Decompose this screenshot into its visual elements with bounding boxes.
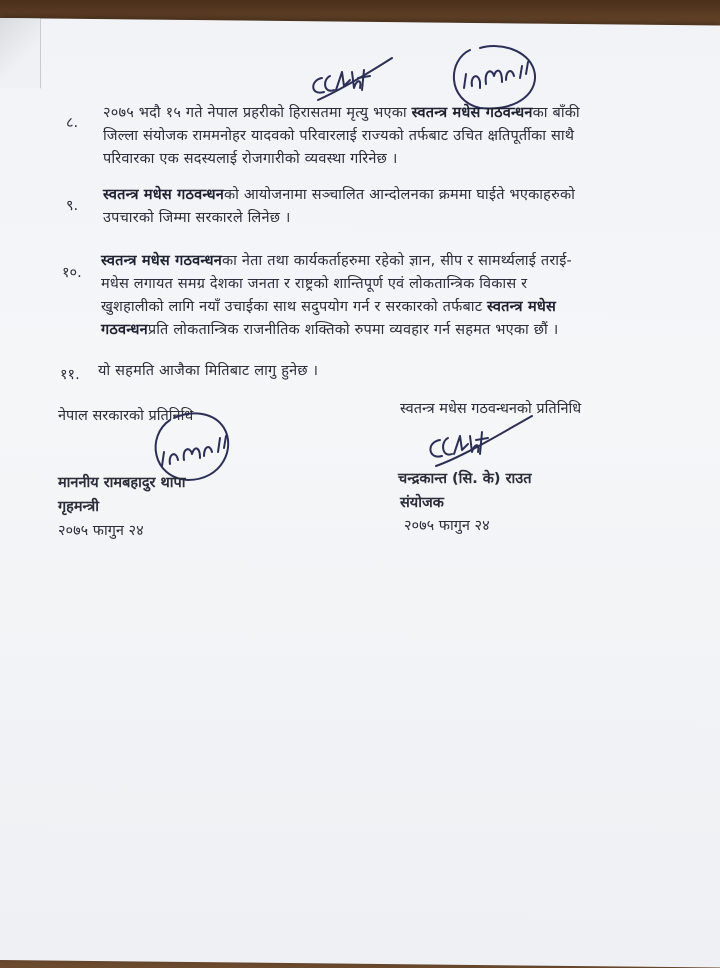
clause-line: यो सहमति आजैका मितिबाट लागु हुनेछ । (98, 363, 319, 379)
clause-line (103, 184, 683, 207)
clause-line: मधेस लगायत समग्र देशका जनता र राष्ट्रको शान्तिपूर्ण एवं लोकतान्त्रिक विकास र (101, 276, 528, 292)
left-signatory-date: २०७५ फागुन २४ (58, 523, 144, 539)
text: २०७५ भदौ १५ गते नेपाल प्रहरीको हिरासतमा मृत्यु भएका (103, 105, 412, 121)
item-number: ९. (66, 198, 79, 214)
bold-text: स्वतन्त्र मधेस गठवन्धन (103, 187, 225, 203)
text: का बाँकी (532, 105, 580, 121)
item-number: ११. (60, 367, 80, 383)
clause-11 (98, 360, 678, 383)
bold-text: गठवन्धन (101, 322, 148, 338)
clause-8 (103, 102, 683, 171)
bold-text: स्वतन्त्र मधेस (487, 299, 556, 315)
left-signatory-title: नेपाल सरकारको प्रतिनिधि (58, 408, 194, 424)
text: खुशहालीको लागि नयाँ उचाईका साथ सदुपयोग गर्न र सरकारको तर्फबाट (101, 299, 488, 315)
bold-text: स्वतन्त्र मधेस गठवन्धन (101, 253, 223, 269)
clause-line (101, 296, 686, 319)
text: प्रति लोकतान्त्रिक राजनीतिक शक्तिको रुपमा व्यवहार गर्न सहमत भएका छौं । (147, 322, 559, 338)
clause-10 (101, 250, 686, 342)
clause-9 (103, 184, 683, 230)
clause-line (101, 250, 686, 273)
clause-line (101, 319, 686, 342)
initials-signature-top-left (300, 50, 400, 110)
right-signatory-role: संयोजक (400, 495, 444, 511)
bold-text: स्वतन्त्र मधेस गठवन्धन (411, 105, 533, 121)
item-number: ८. (66, 115, 79, 131)
left-signatory-name: माननीय रामबहादुर थापा (58, 475, 186, 491)
item-number: १०. (62, 265, 82, 281)
right-signatory-date: २०७५ फागुन २४ (404, 518, 490, 534)
right-signatory-title: स्वतन्त्र मधेस गठवन्धनको प्रतिनिधि (400, 401, 582, 417)
clause-line: उपचारको जिम्मा सरकारले लिनेछ । (103, 210, 291, 226)
clause-line: जिल्ला संयोजक राममनोहर यादवको परिवारलाई राज्यको तर्फबाट उचित क्षतिपूर्तीका साथै (103, 128, 575, 144)
right-signature (420, 410, 540, 470)
clause-line (103, 102, 683, 125)
text: को आयोजनामा सञ्चालित आन्दोलनका क्रममा घाईते भएकाहरुको (224, 187, 576, 203)
left-signatory-role: गृहमन्त्री (58, 499, 100, 515)
text: का नेता तथा कार्यकर्ताहरुमा रहेको ज्ञान, सीप र सामर्थ्यलाई तराई- (222, 253, 572, 269)
right-signatory-name: चन्द्रकान्त (सि. के) राउत (398, 471, 532, 487)
clause-line: परिवारका एक सदस्यलाई रोजगारीको व्यवस्था गरिनेछ । (103, 151, 398, 167)
